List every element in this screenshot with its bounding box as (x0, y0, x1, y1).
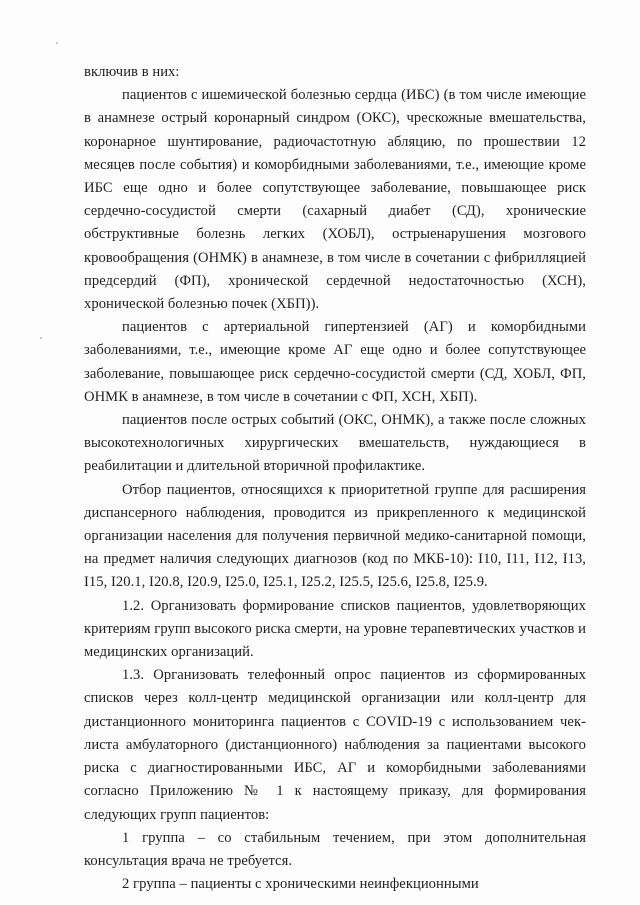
scan-speck (56, 42, 58, 44)
paragraph-selection: Отбор пациентов, относящихся к приоритетной группе для расширения диспансерного наблюдения, проводится из прикрепленного к медицинской организации населения для получения первичной медико-санитарной помощи, на предмет наличия следующих диагнозов (код по МКБ-10): I10, I11, I12, I13, I15, I20.1, I20.8, I20.9, I25.0, I25.1, I25.2, I25.5, I25.6, I25.8, I25.9. (84, 481, 586, 591)
paragraph-ibs-patients: пациентов с ишемической болезнью сердца (ИБС) (в том числе имеющие в анамнезе острый коронарный синдром (ОКС), чрескожные вмешательства, коронарное шунтирование, радиочастотную абляцию, по прошествии 12 месяцев после события) и коморбидными заболеваниями, т.е., имеющие кроме ИБС еще одно и более сопутствующее заболевание, повышающее риск сердечно-сосудистой смерти (сахарный диабет (СД), хронические обструктивные болезнь легких (ХОБЛ), острыенарушения мозгового кровообращения (ОНМК) в анамнезе, в том числе в сочетании с фибрилляцией предсердий (ФП), хронической сердечной недостаточностью (ХСН), хронической болезнью почек (ХБП)). (84, 87, 586, 313)
document-body (84, 61, 586, 896)
paragraph-ag-patients: пациентов с артериальной гипертензией (АГ) и коморбидными заболеваниями, т.е., имеющие кроме АГ еще одно и более сопутствующее заболевание, повышающее риск сердечно-сосудистой смерти (СД, ХОБЛ, ФП, ОНМК в анамнезе, в том числе в сочетании с ФП, ХСН, ХБП). (84, 319, 586, 405)
paragraph-group-2: 2 группа – пациенты с хроническими неинфекционными (122, 876, 479, 893)
paragraph-intro: включив в них: (84, 64, 180, 80)
scan-speck (40, 337, 42, 339)
paragraph-group-1: 1 группа – со стабильным течением, при этом дополнительная консультация врача не требуется. (84, 829, 586, 869)
paragraph-acute-events: пациентов после острых событий (ОКС, ОНМК), а также после сложных высокотехнологичных хирургических вмешательств, нуждающиеся в реабилитации и длительной вторичной профилактике. (84, 412, 586, 475)
paragraph-1-3: 1.3. Организовать телефонный опрос пациентов из сформированных списков через колл-центр медицинской организации или колл-центр для дистанционного мониторинга пациентов с COVID-19 с использованием чек-листа амбулаторного (дистанционного) наблюдения за пациентами высокого риска с диагностированными ИБС, АГ и коморбидными заболеваниями согласно Приложению № 1 к настоящему приказу, для формирования следующих групп пациентов: (84, 667, 586, 823)
paragraph-1-2: 1.2. Организовать формирование списков пациентов, удовлетворяющих критериям групп высокого риска смерти, на уровне терапевтических участков и медицинских организаций. (84, 597, 586, 661)
